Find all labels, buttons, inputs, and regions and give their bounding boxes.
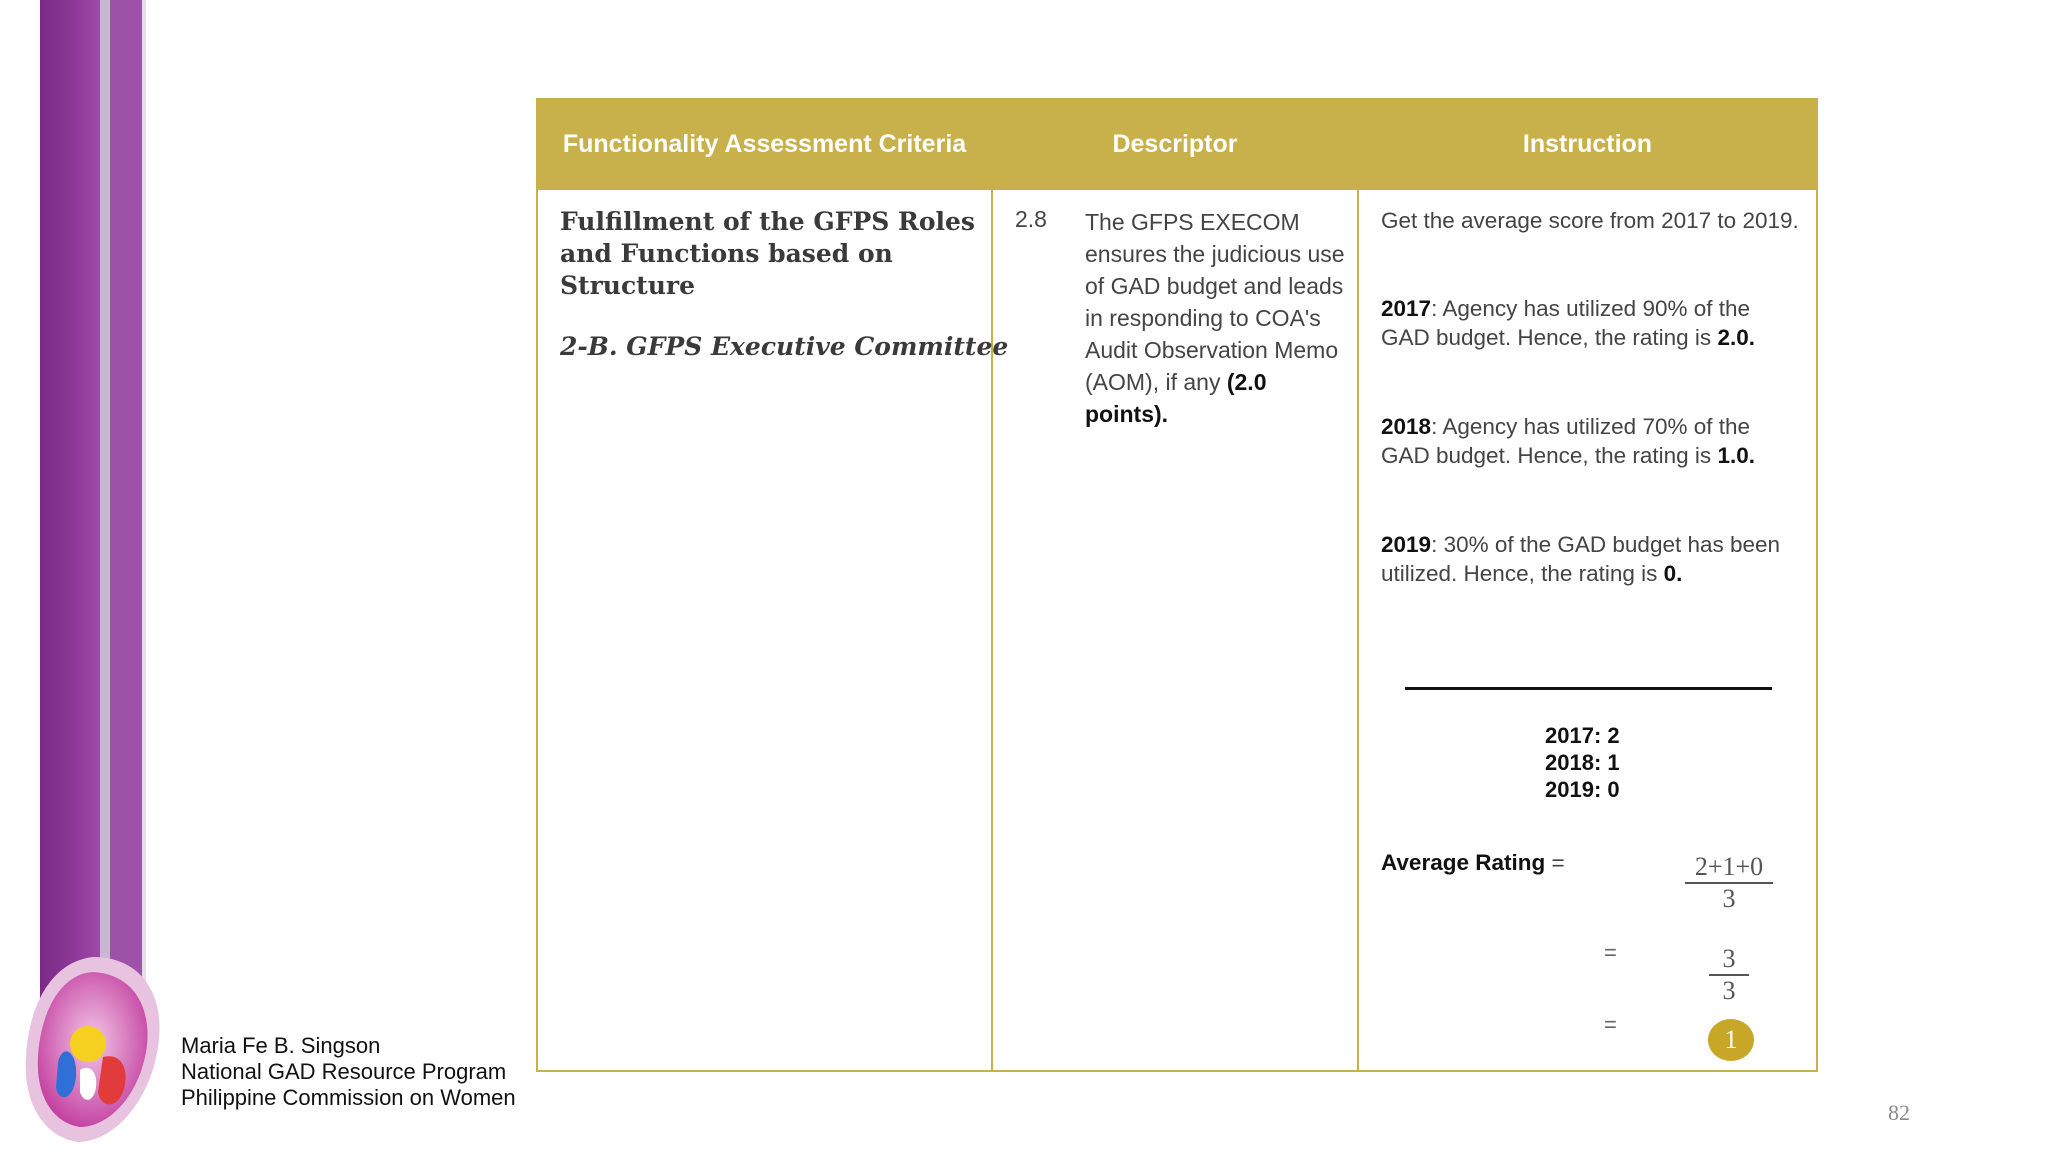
assessment-table [536,98,1818,1072]
equals-sign: = [1604,1012,1617,1037]
descriptor-header: Descriptor [993,100,1357,190]
criteria-header: Functionality Assessment Criteria [538,100,991,190]
item-year: 2018 [1381,414,1432,439]
fraction-denominator: 3 [1722,976,1736,1005]
fraction-sum [1685,852,1773,914]
presenter-name: Maria Fe B. Singson [181,1033,381,1058]
item-text: : 30% of the GAD budget has been utilized. Hence, the rating is [1381,532,1781,586]
instruction-item-2019 [1381,530,1801,588]
year-summary [1545,722,1620,803]
left-stripe-dark [40,0,100,1000]
instruction-item-2018 [1381,412,1801,470]
criteria-title: Fulfillment of the GFPS Roles and Functions based on Structure [560,207,975,300]
left-stripe-edge [142,0,146,1000]
fraction-denominator: 3 [1722,884,1736,913]
item-rating: 2.0. [1717,325,1755,350]
descriptor-body: The GFPS EXECOM ensures the judicious use of GAD budget and leads in responding to COA's Audit Observation Memo (AOM), if any [1085,209,1345,395]
presenter-org: Philippine Commission on Women [181,1085,516,1110]
fraction-simplified [1709,944,1749,1006]
criteria-subtitle: 2-B. GFPS Executive Committee [560,332,1009,361]
presenter-program: National GAD Resource Program [181,1059,507,1084]
item-rating: 0. [1663,561,1683,586]
average-rating-label: Average Rating = [1381,850,1565,875]
summary-line: 2019: 0 [1545,777,1620,802]
fraction-numerator: 2+1+0 [1685,852,1773,884]
result-badge: 1 [1708,1019,1754,1061]
item-rating: 1.0. [1717,443,1755,468]
instruction-header: Instruction [1359,100,1816,190]
left-stripe-light [100,0,110,1000]
divider-line [1405,687,1772,690]
descriptor-text [1085,206,1345,430]
instruction-intro: Get the average score from 2017 to 2019. [1381,208,1799,233]
instruction-column [1359,100,1816,1070]
item-text: : Agency has utilized 90% of the GAD budget. Hence, the rating is [1381,296,1751,350]
left-stripe-medium [110,0,142,1000]
presenter-footer [181,1033,516,1111]
item-year: 2017 [1381,296,1432,321]
descriptor-number: 2.8 [1015,206,1047,232]
descriptor-column [993,100,1359,1070]
item-year: 2019 [1381,532,1432,557]
descriptor-points: (2.0 points). [1085,369,1267,427]
instruction-item-2017 [1381,294,1801,352]
page-number: 82 [1888,1100,1910,1125]
item-text: : Agency has utilized 70% of the GAD budget. Hence, the rating is [1381,414,1751,468]
summary-line: 2018: 1 [1545,750,1620,775]
criteria-column [538,100,1009,1070]
summary-line: 2017: 2 [1545,723,1620,748]
pcw-logo [18,952,168,1152]
fraction-numerator: 3 [1709,944,1749,976]
equals-sign: = [1604,940,1617,965]
